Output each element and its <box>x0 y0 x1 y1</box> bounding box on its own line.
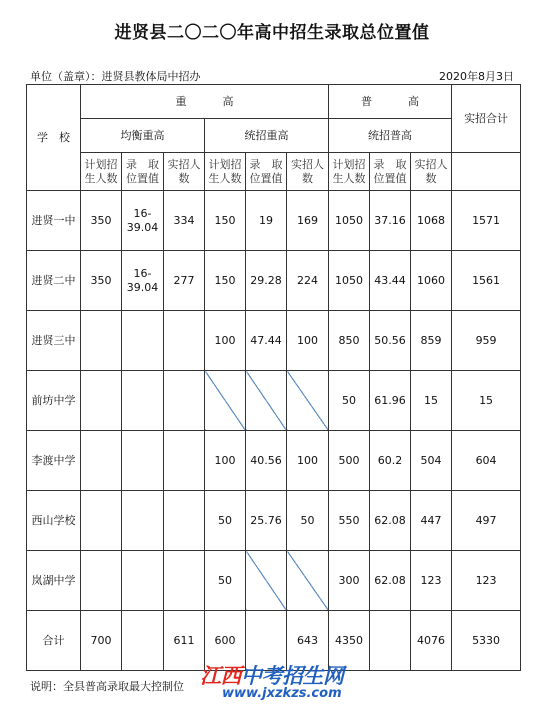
r-actual: 447 <box>411 491 452 551</box>
school-name: 进贤二中 <box>27 251 81 311</box>
table-row <box>27 191 521 251</box>
b-score <box>122 611 164 671</box>
r-plan: 1050 <box>329 251 370 311</box>
r-score: 62.08 <box>370 491 411 551</box>
header-k-plan: 计划招生人数 <box>205 153 246 191</box>
b-plan: 350 <box>81 251 122 311</box>
header-unified-key: 统招重高 <box>205 119 329 153</box>
r-score: 60.2 <box>370 431 411 491</box>
header-b-actual: 实招人数 <box>164 153 205 191</box>
row-total: 497 <box>452 491 521 551</box>
k-score-slash-cell <box>246 371 287 431</box>
header-k-actual: 实招人数 <box>287 153 329 191</box>
b-actual <box>164 551 205 611</box>
school-name: 合计 <box>27 611 81 671</box>
header-unified-regular: 统招普高 <box>329 119 452 153</box>
r-actual: 859 <box>411 311 452 371</box>
k-plan: 50 <box>205 491 246 551</box>
b-score <box>122 551 164 611</box>
k-actual: 643 <box>287 611 329 671</box>
k-score: 40.56 <box>246 431 287 491</box>
r-score: 43.44 <box>370 251 411 311</box>
r-actual: 4076 <box>411 611 452 671</box>
b-actual: 334 <box>164 191 205 251</box>
k-actual: 100 <box>287 311 329 371</box>
header-total: 实招合计 <box>452 85 521 153</box>
r-score: 37.16 <box>370 191 411 251</box>
b-plan <box>81 371 122 431</box>
r-plan: 50 <box>329 371 370 431</box>
r-score: 62.08 <box>370 551 411 611</box>
table-row <box>27 431 521 491</box>
table-row <box>27 551 521 611</box>
b-actual <box>164 311 205 371</box>
r-score <box>370 611 411 671</box>
header-school: 学 校 <box>27 85 81 191</box>
k-actual-slash-cell <box>287 371 329 431</box>
b-actual: 611 <box>164 611 205 671</box>
b-plan: 350 <box>81 191 122 251</box>
b-plan <box>81 311 122 371</box>
b-score <box>122 431 164 491</box>
header-row-1 <box>27 85 521 119</box>
r-plan: 300 <box>329 551 370 611</box>
header-b-score: 录 取位置值 <box>122 153 164 191</box>
row-total: 959 <box>452 311 521 371</box>
admission-table <box>26 84 521 671</box>
school-name: 西山学校 <box>27 491 81 551</box>
b-score <box>122 371 164 431</box>
r-plan: 550 <box>329 491 370 551</box>
table-row <box>27 311 521 371</box>
watermark-logo <box>200 660 360 708</box>
k-plan: 600 <box>205 611 246 671</box>
b-actual <box>164 431 205 491</box>
b-actual <box>164 371 205 431</box>
row-total: 123 <box>452 551 521 611</box>
school-name: 进贤一中 <box>27 191 81 251</box>
r-plan: 1050 <box>329 191 370 251</box>
r-plan: 4350 <box>329 611 370 671</box>
b-actual <box>164 491 205 551</box>
row-total: 1571 <box>452 191 521 251</box>
watermark-part1: 江西 <box>200 664 241 688</box>
k-score: 29.28 <box>246 251 287 311</box>
r-score: 61.96 <box>370 371 411 431</box>
k-plan: 100 <box>205 431 246 491</box>
header-balanced: 均衡重高 <box>81 119 205 153</box>
page-title: 进贤县二〇二〇年高中招生录取总位置值 <box>114 23 430 43</box>
k-score-slash-cell <box>246 551 287 611</box>
header-b-plan: 计划招生人数 <box>81 153 122 191</box>
row-total: 604 <box>452 431 521 491</box>
b-plan: 700 <box>81 611 122 671</box>
school-name: 进贤三中 <box>27 311 81 371</box>
r-actual: 504 <box>411 431 452 491</box>
table-row <box>27 251 521 311</box>
header-regular-high: 普 高 <box>329 85 452 119</box>
school-name: 李渡中学 <box>27 431 81 491</box>
unit-label: 单位（盖章）：进贤县教体局中招办 <box>30 70 201 83</box>
k-score: 25.76 <box>246 491 287 551</box>
r-actual: 1068 <box>411 191 452 251</box>
b-score: 16-39.04 <box>122 191 164 251</box>
school-name: 前坊中学 <box>27 371 81 431</box>
k-plan: 150 <box>205 191 246 251</box>
header-row-3 <box>27 153 521 191</box>
r-score: 50.56 <box>370 311 411 371</box>
k-plan: 50 <box>205 551 246 611</box>
school-name: 岚湖中学 <box>27 551 81 611</box>
row-total: 5330 <box>452 611 521 671</box>
k-actual: 100 <box>287 431 329 491</box>
header-r-actual: 实招人数 <box>411 153 452 191</box>
b-score: 16-39.04 <box>122 251 164 311</box>
header-total-empty <box>452 153 521 191</box>
watermark-url: www.jxzkzs.com <box>222 686 342 701</box>
r-plan: 500 <box>329 431 370 491</box>
b-score <box>122 311 164 371</box>
r-plan: 850 <box>329 311 370 371</box>
b-plan <box>81 431 122 491</box>
watermark-part2: 中考招生网 <box>241 664 344 688</box>
header-row-2 <box>27 119 521 153</box>
k-score: 47.44 <box>246 311 287 371</box>
k-plan-slash-cell <box>205 371 246 431</box>
k-actual: 224 <box>287 251 329 311</box>
k-score: 19 <box>246 191 287 251</box>
k-plan: 150 <box>205 251 246 311</box>
table-row <box>27 371 521 431</box>
r-actual: 15 <box>411 371 452 431</box>
k-actual-slash-cell <box>287 551 329 611</box>
footer-note: 说明：全县普高录取最大控制位 <box>30 680 184 693</box>
k-actual: 50 <box>287 491 329 551</box>
row-total: 15 <box>452 371 521 431</box>
b-score <box>122 491 164 551</box>
header-r-score: 录 取位置值 <box>370 153 411 191</box>
header-key-high: 重 高 <box>81 85 329 119</box>
table-row <box>27 491 521 551</box>
b-plan <box>81 491 122 551</box>
r-actual: 1060 <box>411 251 452 311</box>
k-plan: 100 <box>205 311 246 371</box>
header-r-plan: 计划招生人数 <box>329 153 370 191</box>
row-total: 1561 <box>452 251 521 311</box>
b-actual: 277 <box>164 251 205 311</box>
header-k-score: 录 取位置值 <box>246 153 287 191</box>
document-date: 2020年8月3日 <box>439 70 514 83</box>
k-actual: 169 <box>287 191 329 251</box>
b-plan <box>81 551 122 611</box>
r-actual: 123 <box>411 551 452 611</box>
